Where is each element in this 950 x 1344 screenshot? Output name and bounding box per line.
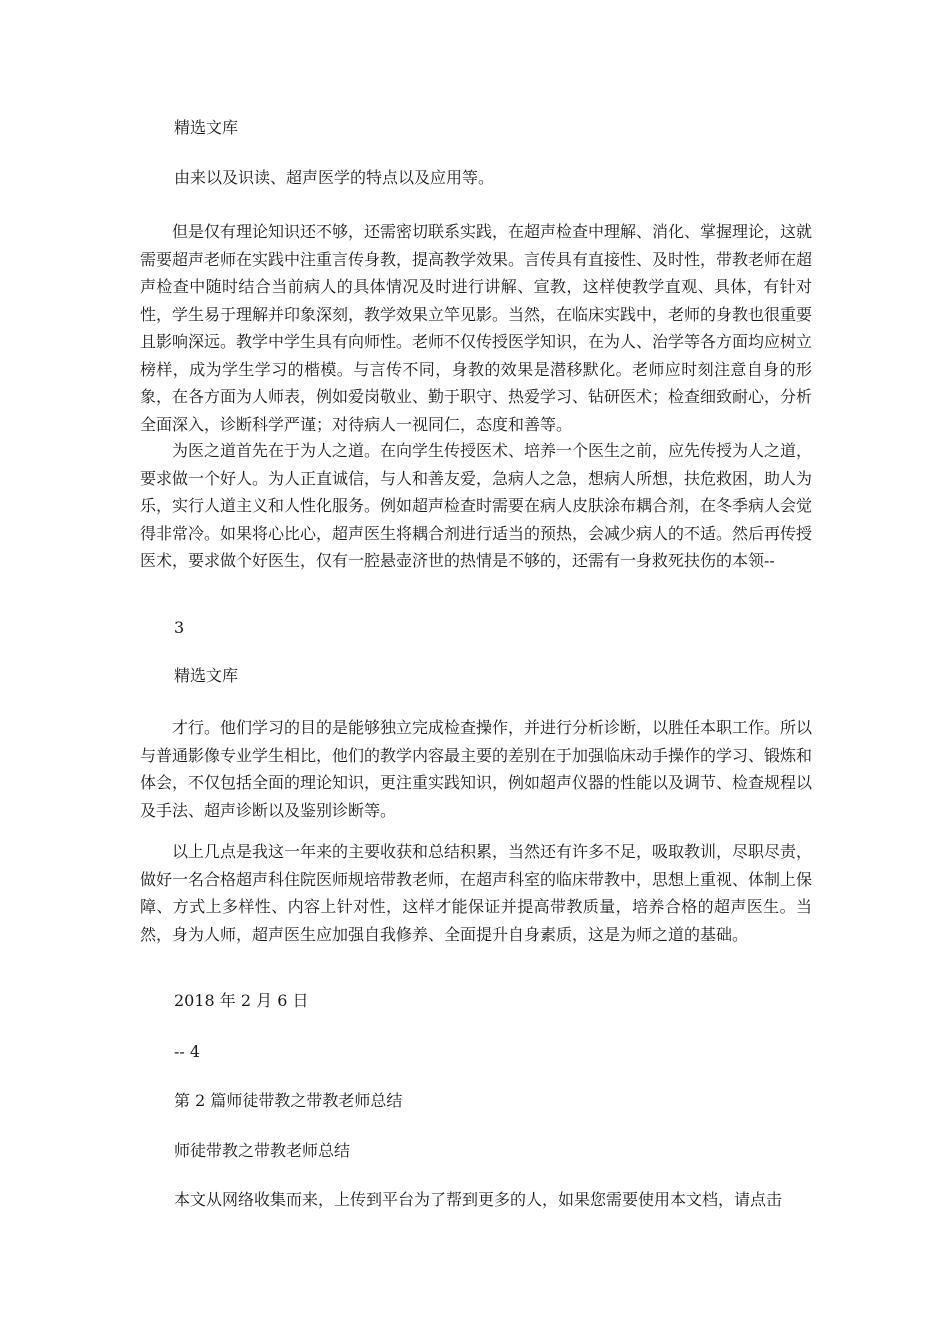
page-number: 3 — [174, 618, 185, 637]
section-subtitle: 师徒带教之带教老师总结 — [174, 1141, 351, 1160]
paragraph: 本文从网络收集而来，上传到平台为了帮到更多的人，如果您需要使用本文档，请点击 — [174, 1190, 783, 1209]
date: 2018 年 2 月 6 日 — [174, 991, 309, 1010]
page-number: -- 4 — [174, 1042, 201, 1061]
paragraph: 才行。他们学习的目的是能够独立完成检查操作，并进行分析诊断，以胜任本职工作。所以与普通影像专业学生相比，他们的教学内容最主要的差别在于加强临床动手操作的学习、锻炼和体会，不仅包括全面的理论知识，更注重实践知识，例如超声仪器的性能以及调节、检查规程以及手法、超声诊断以及鉴别诊断等。 — [140, 718, 813, 820]
paragraph: 但是仅有理论知识还不够，还需密切联系实践，在超声检查中理解、消化、掌握理论，这就需要超声老师在实践中注重言传身教，提高教学效果。言传具有直接性、及时性，带教老师在超声检查中随时结合当前病人的具体情况及时进行讲解、宣教，这样使教学直观、具体，有针对性，学生易于理解并印象深刻，教学效果立竿见影。当然，在临床实践中，老师的身教也很重要且影响深远。教学中学生具有向师性。老师不仅传授医学知识，在为人、治学等各方面均应树立榜样，成为学生学习的楷模。与言传不同，身教的效果是潜移默化。老师应时刻注意自身的形象，在各方面为人师表，例如爱岗敬业、勤于职守、热爱学习、钻研医术；检查细致耐心，分析全面深入，诊断科学严谨；对待病人一视同仁，态度和善等。 — [140, 222, 813, 434]
page-header: 精选文库 — [174, 666, 239, 685]
paragraph-continuation: 由来以及识读、超声医学的特点以及应用等。 — [174, 168, 495, 187]
section-title: 第 2 篇师徒带教之带教老师总结 — [174, 1091, 403, 1110]
paragraph: 以上几点是我这一年来的主要收获和总结积累，当然还有许多不足，吸取教训，尽职尽责，做好一名合格超声科住院医师规培带教老师，在超声科室的临床带教中，思想上重视、体制上保障、方式上多样性、内容上针对性，这样才能保证并提高带教质量，培养合格的超声医生。当然，身为人师，超声医生应加强自我修养、全面提升自身素质，这是为师之道的基础。 — [140, 842, 813, 944]
paragraph: 为医之道首先在于为人之道。在向学生传授医术、培养一个医生之前，应先传授为人之道，要求做一个好人。为人正直诚信，与人和善友爱，急病人之急，想病人所想，扶危救困，助人为乐，实行人道主义和人性化服务。例如超声检查时需要在病人皮肤涂布耦合剂，在冬季病人会觉得非常冷。如果将心比心，超声医生将耦合剂进行适当的预热，会减少病人的不适。然后再传授医术，要求做个好医生，仅有一腔悬壶济世的热情是不够的，还需有一身救死扶伤的本领-- — [140, 441, 813, 570]
page-header: 精选文库 — [174, 118, 239, 137]
